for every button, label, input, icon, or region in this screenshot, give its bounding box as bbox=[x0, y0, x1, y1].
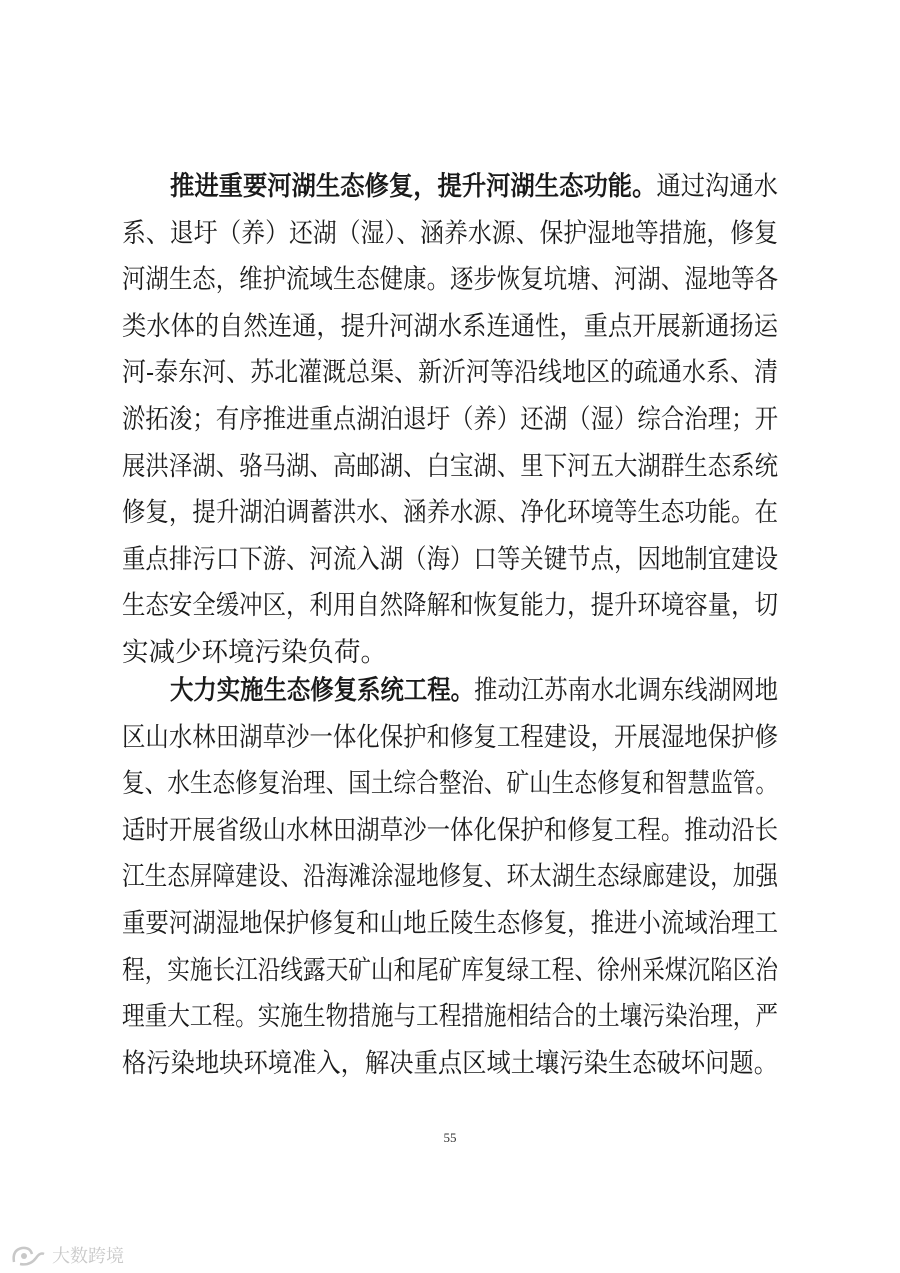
line-content bbox=[170, 172, 778, 202]
line-text: 程，实施长江沿线露天矿山和尾矿库复绿工程、徐州采煤沉陷区治 bbox=[122, 954, 778, 986]
line-content bbox=[122, 498, 778, 528]
line-content bbox=[122, 769, 778, 799]
line-text: 重点排污口下游、河流入湖（海）口等关键节点，因地制宜建设 bbox=[122, 543, 778, 575]
line-text: 系、退圩（养）还湖（湿）、涵养水源、保护湿地等措施，修复 bbox=[122, 217, 778, 249]
line-text: 展洪泽湖、骆马湖、高邮湖、白宝湖、里下河五大湖群生态系统 bbox=[122, 450, 778, 482]
line-content bbox=[122, 956, 778, 986]
line-content bbox=[122, 723, 778, 753]
line-content bbox=[122, 452, 778, 482]
line-content bbox=[122, 591, 778, 621]
line-text: 理重大工程。实施生物措施与工程措施相结合的土壤污染治理，严 bbox=[122, 1001, 778, 1033]
line-text: 修复，提升湖泊调蓄洪水、涵养水源、净化环境等生态功能。在 bbox=[122, 497, 778, 529]
line-text: 河湖生态，维护流域生态健康。逐步恢复坑塘、河湖、湿地等各 bbox=[122, 264, 778, 296]
paragraph-heading: 大力实施生态修复系统工程。 bbox=[170, 675, 474, 706]
line-content bbox=[122, 909, 778, 939]
watermark bbox=[10, 1240, 124, 1270]
watermark-text: 大数跨境 bbox=[52, 1246, 124, 1267]
line-content bbox=[122, 312, 778, 342]
line-text: 复、水生态修复治理、国土综合整治、矿山生态修复和智慧监管。 bbox=[122, 768, 778, 800]
line-content bbox=[122, 1049, 778, 1079]
page-number: 55 bbox=[443, 1130, 457, 1145]
line-content bbox=[122, 545, 778, 575]
line-text: 江生态屏障建设、沿海滩涂湿地修复、环太湖生态绿廊建设，加强 bbox=[122, 861, 778, 893]
paragraph-heading: 推进重要河湖生态修复，提升河湖生态功能。 bbox=[170, 171, 657, 202]
line-content bbox=[122, 638, 387, 668]
line-text: 类水体的自然连通，提升河湖水系连通性，重点开展新通扬运 bbox=[122, 310, 778, 342]
brand-logo-icon bbox=[10, 1242, 46, 1268]
line-text: 重要河湖湿地保护修复和山地丘陵生态修复，推进小流域治理工 bbox=[122, 908, 778, 939]
line-content bbox=[122, 816, 778, 846]
line-content bbox=[170, 676, 778, 706]
line-content bbox=[122, 265, 778, 295]
line-text: 实减少环境污染负荷。 bbox=[122, 637, 387, 668]
line-content bbox=[122, 219, 778, 249]
line-text: 格污染地块环境准入，解决重点区域土壤污染生态破坏问题。 bbox=[122, 1047, 778, 1079]
line-text: 推动江苏南水北调东线湖网地 bbox=[474, 675, 778, 706]
line-text: 生态安全缓冲区，利用自然降解和恢复能力，提升环境容量，切 bbox=[122, 590, 778, 622]
line-text: 淤拓浚；有序推进重点湖泊退圩（养）还湖（湿）综合治理；开 bbox=[122, 404, 778, 435]
line-text: 区山水林田湖草沙一体化保护和修复工程建设，开展湿地保护修 bbox=[122, 721, 778, 753]
line-content bbox=[122, 1002, 778, 1032]
line-text: 适时开展省级山水林田湖草沙一体化保护和修复工程。推动沿长 bbox=[122, 814, 778, 846]
line-content bbox=[122, 358, 778, 388]
line-text: 河-泰东河、苏北灌溉总渠、新沂河等沿线地区的疏通水系、清 bbox=[122, 357, 778, 389]
line-content bbox=[122, 862, 778, 892]
line-content bbox=[122, 405, 778, 435]
line-text: 通过沟通水 bbox=[656, 171, 778, 202]
